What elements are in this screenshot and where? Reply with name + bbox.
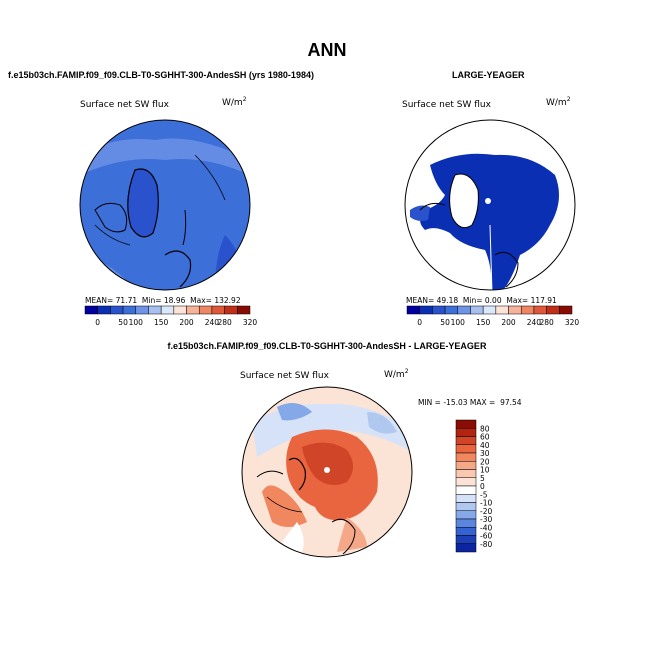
- colorbar-swatch: [225, 306, 238, 314]
- colorbar-swatch: [559, 306, 572, 314]
- colorbar-tick-label: 200: [179, 318, 194, 327]
- colorbar-tick-label: -30: [480, 515, 493, 524]
- colorbar-swatch: [456, 494, 476, 502]
- diff-panel-map: [237, 382, 417, 562]
- right-panel-stats: MEAN= 49.18 Min= 0.00 Max= 117.91: [406, 296, 557, 305]
- diff-panel-minmax: MIN = -15.03 MAX = 97.54: [418, 398, 522, 407]
- colorbar-tick-label: 0: [480, 482, 485, 491]
- colorbar-swatch: [456, 470, 476, 478]
- colorbar-tick-label: 60: [480, 432, 490, 442]
- colorbar-swatch: [456, 486, 476, 494]
- colorbar-tick-label: 50: [440, 318, 450, 327]
- colorbar-swatch: [547, 306, 560, 314]
- right-colorbar: [402, 305, 580, 331]
- colorbar-tick-label: 240: [526, 318, 542, 327]
- left-panel-stats: MEAN= 71.71 Min= 18.96 Max= 132.92: [85, 296, 241, 305]
- colorbar-tick-label: 280: [217, 318, 232, 327]
- diff-panel-case-title: f.e15b03ch.FAMIP.f09_f09.CLB-T0-SGHHT-300-AndesSH - LARGE-YEAGER: [167, 341, 487, 351]
- left-panel-units: $W/m^2$: [222, 96, 247, 108]
- colorbar-swatch: [187, 306, 200, 314]
- colorbar-tick-label: 240: [204, 318, 220, 327]
- colorbar-swatch: [212, 306, 225, 314]
- colorbar-swatch: [470, 306, 483, 314]
- colorbar-swatch: [199, 306, 212, 314]
- colorbar-swatch: [458, 306, 471, 314]
- colorbar-swatch: [123, 306, 136, 314]
- right-panel-units: $W/m^2$: [546, 96, 571, 108]
- colorbar-tick-label: 280: [539, 318, 554, 327]
- colorbar-swatch: [456, 544, 476, 552]
- colorbar-swatch: [456, 420, 476, 428]
- diff-colorbar: [452, 418, 502, 554]
- colorbar-swatch: [110, 306, 123, 314]
- colorbar-tick-label: 150: [153, 318, 169, 327]
- right-panel-variable: Surface net SW flux: [402, 100, 491, 110]
- colorbar-tick-label: 320: [564, 318, 580, 327]
- colorbar-swatch: [174, 306, 187, 314]
- colorbar-swatch: [148, 306, 161, 314]
- colorbar-swatch: [456, 437, 476, 445]
- colorbar-swatch: [161, 306, 174, 314]
- colorbar-tick-label: 30: [480, 449, 490, 458]
- colorbar-swatch: [98, 306, 111, 314]
- colorbar-tick-label: 40: [480, 440, 490, 450]
- colorbar-swatch: [456, 511, 476, 519]
- colorbar-swatch: [456, 527, 476, 535]
- right-panel-case-title: LARGE-YEAGER: [452, 70, 525, 80]
- colorbar-swatch: [456, 453, 476, 461]
- colorbar-tick-label: 80: [480, 424, 490, 434]
- colorbar-swatch: [456, 503, 476, 511]
- colorbar-tick-label: 5: [480, 473, 485, 483]
- colorbar-swatch: [456, 478, 476, 486]
- colorbar-tick-label: 200: [501, 318, 516, 327]
- colorbar-swatch: [456, 445, 476, 453]
- colorbar-swatch: [136, 306, 149, 314]
- colorbar-tick-label: 100: [450, 318, 465, 327]
- diff-panel-units: $W/m^2$: [384, 368, 409, 380]
- colorbar-tick-label: -10: [480, 498, 493, 508]
- colorbar-tick-label: 50: [118, 318, 128, 327]
- colorbar-tick-label: 100: [128, 318, 143, 327]
- colorbar-tick-label: 20: [480, 457, 490, 467]
- diff-panel-variable: Surface net SW flux: [240, 371, 329, 381]
- colorbar-tick-label: 10: [480, 465, 490, 475]
- colorbar-tick-label: -5: [480, 490, 488, 500]
- colorbar-swatch: [456, 536, 476, 544]
- colorbar-swatch: [456, 519, 476, 527]
- colorbar-tick-label: -20: [480, 506, 493, 516]
- colorbar-swatch: [237, 306, 250, 314]
- left-colorbar: [80, 305, 258, 331]
- left-panel-variable: Surface net SW flux: [80, 100, 169, 110]
- colorbar-swatch: [534, 306, 547, 314]
- colorbar-swatch: [420, 306, 433, 314]
- colorbar-tick-label: -80: [480, 539, 493, 549]
- colorbar-tick-label: -40: [480, 523, 493, 533]
- colorbar-swatch: [445, 306, 458, 314]
- colorbar-swatch: [509, 306, 522, 314]
- colorbar-swatch: [483, 306, 496, 314]
- colorbar-tick-label: 0: [417, 318, 423, 327]
- colorbar-swatch: [521, 306, 534, 314]
- colorbar-tick-label: 150: [475, 318, 491, 327]
- left-panel-case-title: f.e15b03ch.FAMIP.f09_f09.CLB-T0-SGHHT-300-AndesSH (yrs 1980-1984): [8, 70, 314, 80]
- colorbar-swatch: [496, 306, 509, 314]
- colorbar-swatch: [456, 461, 476, 469]
- figure-title: ANN: [307, 40, 347, 60]
- colorbar-tick-label: 320: [242, 318, 258, 327]
- colorbar-tick-label: 0: [95, 318, 101, 327]
- left-panel-map: [75, 115, 255, 295]
- colorbar-swatch: [432, 306, 445, 314]
- colorbar-swatch: [85, 306, 98, 314]
- right-panel-map: [400, 115, 580, 295]
- colorbar-swatch: [407, 306, 420, 314]
- colorbar-swatch: [456, 428, 476, 436]
- colorbar-tick-label: -60: [480, 531, 493, 541]
